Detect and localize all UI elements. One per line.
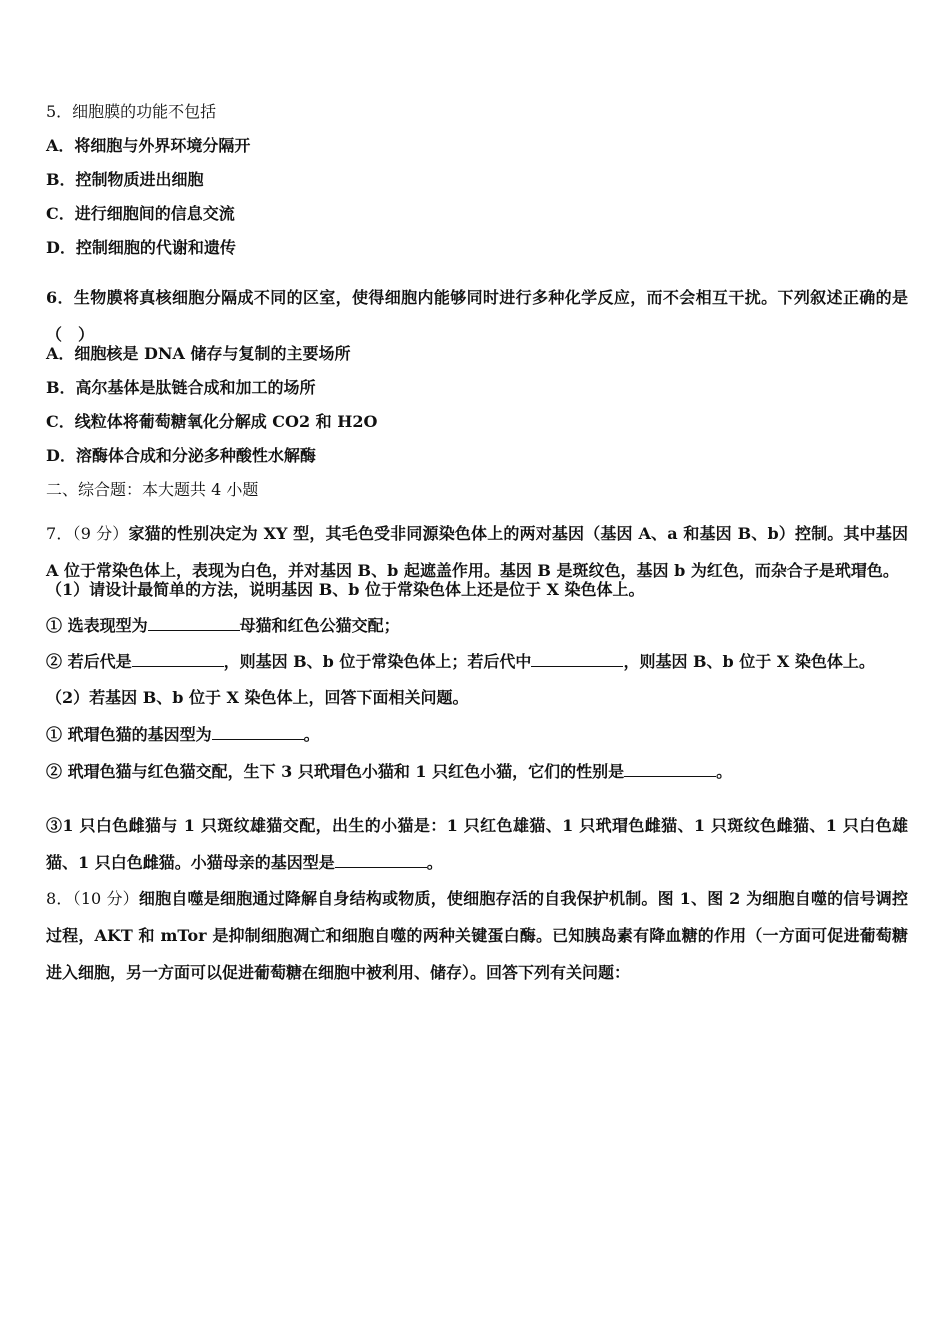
q6-option-d: D．溶酶体合成和分泌多种酸性水解酶: [46, 446, 316, 465]
q5-option-b: B．控制物质进出细胞: [46, 170, 204, 189]
q7-part1-b: [46, 652, 875, 672]
section-heading: 二、综合题：本大题共 4 小题: [46, 480, 259, 499]
q7-p1a-pre: ① 选表现型为: [46, 616, 148, 635]
q6-option-a: A．细胞核是 DNA 储存与复制的主要场所: [46, 344, 351, 363]
q8-stem: [46, 880, 908, 991]
q7-p2c-pre: ③1 只白色雌猫与 1 只斑纹雄猫交配，出生的小猫是：1 只红色雄猫、1 只玳瑁色雌猫、1 只斑纹色雌猫、1 只白色雄猫、1 只白色雌猫。小猫母亲的基因型是: [46, 816, 908, 872]
q7-part2-a: [46, 725, 320, 745]
answer-blank-5[interactable]: [624, 762, 716, 777]
q7-stem-text: 家猫的性别决定为 XY 型，其毛色受非同源染色体上的两对基因（基因 A、a 和基因 B、b）控制。其中基因 A 位于常染色体上，表现为白色，并对基因 B、b 起遮盖作用。基因 B 是斑纹色，基因 b 为红色，而杂合子是玳瑁色。: [46, 524, 908, 580]
q7-p2a-post: 。: [303, 725, 320, 744]
q7-part1: （1）请设计最简单的方法，说明基因 B、b 位于常染色体上还是位于 X 染色体上。: [46, 580, 645, 599]
answer-blank-6[interactable]: [335, 853, 427, 868]
q8-stem-text: 细胞自噬是细胞通过降解自身结构或物质，使细胞存活的自我保护机制。图 1、图 2 为细胞自噬的信号调控过程，AKT 和 mTor 是抑制细胞凋亡和细胞自噬的两种关键蛋白酶。已知胰岛素有降血糖的作用（一方面可促进葡萄糖进入细胞，另一方面可以促进葡萄糖在细胞中被利用、储存）。回答下列有关问题：: [46, 889, 908, 982]
q7-p2b-post: 。: [716, 762, 733, 781]
q7-part2-b: [46, 762, 732, 782]
q7-p1b-pre: ② 若后代是: [46, 652, 132, 671]
q5-stem: 5．细胞膜的功能不包括: [46, 102, 217, 121]
q7-p2c-post: 。: [426, 853, 443, 872]
q8-number: 8．: [46, 889, 73, 908]
q5-option-d: D．控制细胞的代谢和遗传: [46, 238, 236, 257]
answer-blank-3[interactable]: [531, 652, 623, 667]
answer-blank-4[interactable]: [212, 725, 304, 740]
answer-blank-2[interactable]: [132, 652, 224, 667]
q7-part2-c: [46, 807, 908, 881]
q7-part1-a: [46, 616, 400, 636]
answer-blank-1[interactable]: [148, 616, 240, 631]
q6-option-b: B．高尔基体是肽链合成和加工的场所: [46, 378, 316, 397]
q7-p2b-pre: ② 玳瑁色猫与红色猫交配，生下 3 只玳瑁色小猫和 1 只红色小猫，它们的性别是: [46, 762, 625, 781]
q7-stem: [46, 515, 908, 589]
q7-score: （9 分）: [72, 524, 129, 543]
q5-option-a: A．将细胞与外界环境分隔开: [46, 136, 251, 155]
q6-option-c: C．线粒体将葡萄糖氧化分解成 CO2 和 H2O: [46, 412, 378, 431]
q7-p1b-post: ，则基因 B、b 位于 X 染色体上。: [623, 652, 875, 671]
q7-p2a-pre: ① 玳瑁色猫的基因型为: [46, 725, 212, 744]
q7-p1b-mid: ，则基因 B、b 位于常染色体上；若后代中: [223, 652, 532, 671]
q7-number: 7．: [46, 524, 73, 543]
q5-option-c: C．进行细胞间的信息交流: [46, 204, 235, 223]
q6-stem: 6．生物膜将真核细胞分隔成不同的区室，使得细胞内能够同时进行多种化学反应，而不会相互干扰。下列叙述正确的是（ ）: [46, 288, 908, 344]
q8-score: （10 分）: [72, 889, 139, 908]
q7-part2: （2）若基因 B、b 位于 X 染色体上，回答下面相关问题。: [46, 688, 469, 707]
q7-p1a-post: 母猫和红色公猫交配；: [239, 616, 400, 635]
